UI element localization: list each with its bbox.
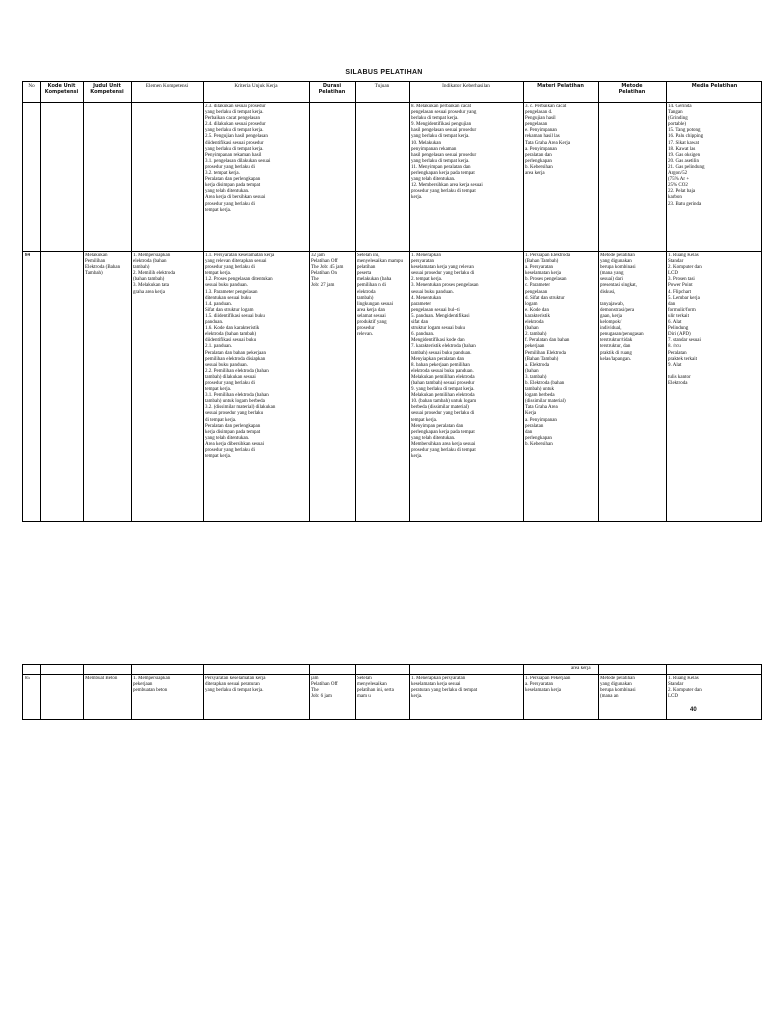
col-divider [40, 252, 41, 521]
col-divider [40, 103, 41, 251]
indikator-cell: 8. Melakukan perbaikan cacat pengelasan sesuai prosedur yang berlaku di tempat kerja. 9. Mengidentifikasi pengujian hasil pengelasan sesuai prosedur yang berlaku di tempat kerja. 10. Melakukan penyimpanan rekaman hasil pengelasan sesuai prosedur yang berlaku di tempat kerja. 11. Menyimpan peralatan dan perlengkapan kerja pada tempat yang telah ditentukan. 12. Membersihkan area kerja sesuai prosedur yang berlaku di tempat kerja. [411, 104, 483, 201]
col-divider [309, 252, 310, 521]
document-title: SILABUS PELATIHAN [345, 69, 423, 76]
col-divider [131, 665, 132, 719]
col-divider [666, 665, 667, 719]
media-cell: 14. Gerinda Tangan (Grinding portable) 15. Tang potong 16. Palu chipping 17. Sikat kawat 18. Kawat las 19. Gas oksigen 20. Gas asetilin 21. Gas pelindung Argon/52 (75% Ar + 25% CO2 22. Pelat baja karbon 23. Batu gerinda [668, 104, 705, 207]
col-divider [309, 103, 310, 251]
materi-cell: 1. Persiapan Elektroda (Bahan Tambah) a. Persyaratan keselamatan kerja b. Proses pengelasan c. Parameter pengelasan d. Sifat dan struktur logam e. Kode dan karakteristik elektroda (bahan 2. tambah) f. Peralatan dan bahan pekerjaan Pemilihan Elektroda (Bahan Tambah) a. Elektroda (bahan 3. tambah) b. Elektroda (bahan tambah) untuk logam berbeda (dissimilar material) Tata Graha Area Kerja a. Penyimpanan peralatan dan perlengkapan b. Kebersihan [525, 253, 571, 447]
tujuan-cell: Setelah ini, menyelesaikan mampu pelatihan peserta melakukan (baha pemilihan n di elektroda tambah) lingkungan sesuai area kerja dan selamat sesuai produktif yang prosedur relevan. [357, 253, 403, 338]
metode-cell: Metode pelatihan yang digunakan berupa kombinasi (mana an [600, 676, 636, 700]
table-row [22, 664, 762, 720]
col-divider [83, 103, 84, 251]
col-divider [203, 665, 204, 719]
header-kriteria: Kriteria Unjuk Kerja [234, 83, 278, 89]
kriteria-cell: 2.3. dilakukan sesuai prosedur yang berlaku di tempat kerja. Perbaikan cacat pengelasan 2.4. dilakukan sesuai prosedur yang berlaku di tempat kerja. 2.5. Pengujian hasil pengelasan diidentifikasi sesuai prosedur yang berlaku di tempat kerja. Penyimpanan rekaman hasil 3.1. pengelasan dilakukan sesuai prosedur yang berlaku di 3.2. tempat kerja. Peralatan dan perlengkapan kerja disimpan pada tempat yang telah ditentukan. Area kerja di bersihkan sesuai prosedur yang berlaku di tempat kerja. [205, 104, 271, 213]
col-divider [131, 252, 132, 521]
col-divider [355, 252, 356, 521]
header-kode-unit: Kode Unit Kompetensi [44, 83, 79, 95]
col-divider [598, 252, 599, 521]
col-divider [203, 252, 204, 521]
col-divider [666, 252, 667, 521]
col-divider [83, 252, 84, 521]
syllabus-header-row [22, 81, 762, 103]
col-divider [203, 103, 204, 251]
col-divider [355, 665, 356, 719]
indikator-cell: 1. Menerapkan persyaratan keselamatan kerja yang relevan sesuai prosedur yang berlaku di 2. tempat kerja. 3. Menentukan proses pengelasan sesuai buku panduan. 4. Menentukan parameter pengelasan sesuai bul~ti 5. panduan. Mengidentifikasi sifat dan struktur logam sesuai buku 6. panduan. Mengidentifikasi kode dan 7. karakteristik elektroda (bahan tambah) sesuai buku panduan. Menyiapkan peralatan dan 8. bahan pekerjaan pemilihan elektroda sesuai buku panduan. Melakukan pemilihan elektroda (bahan tambah) sesuai prosedur 9. yang berlaku di tempat kerja. Melakukan pemilihan elektroda 10. (bahan tambah) untuk logam berbeda (dissimilar material) sesuai prosedur yang berlaku di tempat kerja. Menyimpan peralatan dan perlengkapan kerja pada tempat yang telah ditentukan. Membersihkan area kerja sesuai prosedur yang berlaku di tempat kerja. [411, 253, 479, 460]
media-cell: 1. Ruang Kelas Standar 2. Komputer dan LCD 3. Prosen tasi Power Point 4. Flipchart 5. Lembar kerja dan formulir/form ulir terkait 6. Alat Pelindung Diri (APD) 7. standar sesuai 8. /rcu Peralatan praktek terkait 9. Alat tulis kantor Elektroda [668, 253, 702, 386]
media-cell: 1. Ruang Kelas Standar 2. Komputer dan LCD [668, 676, 702, 700]
materi-cell: 3. c. Perbaikan cacat pengelasan d. Pengujian hasil pengelasan e. Penyimpanan rekaman hasil las Tata Graha Area Kerja a. Penyimpanan peralatan dan perlengkapan b. Kebersihan area kerja [525, 104, 571, 177]
col-divider [409, 665, 410, 719]
kriteria-cell: Persyaratan keselamatan kerja diterapkan sesuai peraturan yang berlaku di tempat kerja. [205, 676, 266, 694]
header-tujuan: Tujuan [374, 83, 390, 89]
col-divider [131, 103, 132, 251]
header-media: Media Pelatihan [691, 83, 738, 89]
kriteria-cell: 1.1. Persyaratan keselamatan kerja yang relevan diterapkan sesuai prosedur yang berlaku di tempat kerja. 1.2. Proses pengelasan ditentukan sesuai buku panduan. 1.3. Parameter pengelasan ditentukan sesuai buku 1.4. panduan. Sifat dan struktur logam 1.5. diidentifikasi sesuai buku panduan. 1.6. Kode dan karakteristik elektroda (bahan tambah) diidentifikasi sesuai buku 2.1. panduan. Peralatan dan bahan pekerjaan pemilihan elektroda disiapkan sesuai buku panduan. 2.2. Pemilihan elektroda (bahan tambah) dilakukan sesuai prosedur yang berlaku di tempat kerja. 3.1. Pemilihan elektroda (bahan tambah) untuk logam berbeda 3.2. (dissimilar material) dilakukan sesuai prosedur yang berlaku di tempat kerja. Peralatan dan perlengkapan kerja disimpan pada tempat yang telah ditentukan. Area kerja dibersihkan sesuai prosedur yang berlaku di tempat kerja. [205, 253, 276, 460]
header-metode: Metode Pelatihan [618, 83, 646, 95]
elemen-cell: 1. Mempersiapkan elektroda (bahan tambah) 2. Memilih elektroda (bahan tambah) 3. Melakukan tata graha area kerja [133, 253, 176, 295]
col-divider [409, 252, 410, 521]
col-divider [598, 665, 599, 719]
row-divider [23, 674, 761, 675]
row-number: 85 [25, 676, 30, 681]
tujuan-cell: Setelah menyelesaikan pelatihan ini, serta mam u [357, 676, 394, 700]
header-judul-unit: Judul Unit Kompetensi [90, 83, 124, 95]
table-row [22, 103, 762, 252]
col-divider [309, 665, 310, 719]
durasi-cell: 32 jam Pelatihan Off The Job: 45 jam Pelatihan On The Job: 27 jam [311, 253, 344, 289]
col-divider [598, 103, 599, 251]
indikator-cell: 1. Menerapkan persyaratan keselamatan kerja sesuai peraturan yang berlaku di tempat kerja. [411, 676, 478, 700]
header-no: No [28, 83, 35, 89]
col-divider [409, 103, 410, 251]
col-divider [83, 665, 84, 719]
page-number: 40 [690, 707, 697, 713]
col-divider [355, 103, 356, 251]
header-durasi: Durasi Pelatihan [318, 83, 346, 95]
header-materi: Materi Pelatihan [537, 83, 584, 89]
table-row [22, 252, 762, 522]
col-divider [523, 252, 524, 521]
metode-cell: Metode pelatihan yang digunakan berupa kombinasi (mana yang sesuai) dari presentasi singkat, diskusi, tanyajawab, demonstrasi/pera gaan, kerja kelompok/ individual, penugasan/penugasan terstruktur/tidak terstruktur, dan praktik di ruang kelas/lapangan. [600, 253, 644, 362]
header-indikator: Indikator Keberhasilan [442, 83, 490, 89]
elemen-cell: 1. Mempersiapkan pekerjaan pembuatan beton [133, 676, 171, 694]
judul-cell: Membuat Beton [85, 676, 118, 681]
header-elemen: Elemen Kompetensi [145, 83, 189, 89]
col-divider [666, 103, 667, 251]
materi-cell: 1. Persiapan Pekerjaan a. Persyaratan keselamatan kerja [525, 676, 571, 694]
row-number: 84 [25, 253, 30, 258]
materi-carry-text: area kerja [571, 666, 591, 671]
col-divider [523, 665, 524, 719]
durasi-cell: jam Pelatihan Off The Job: 6 jam [311, 676, 338, 700]
col-divider [40, 665, 41, 719]
judul-cell: Melakukan Pemilihan Elektroda (Bahan Tambah) [85, 253, 121, 277]
col-divider [523, 103, 524, 251]
